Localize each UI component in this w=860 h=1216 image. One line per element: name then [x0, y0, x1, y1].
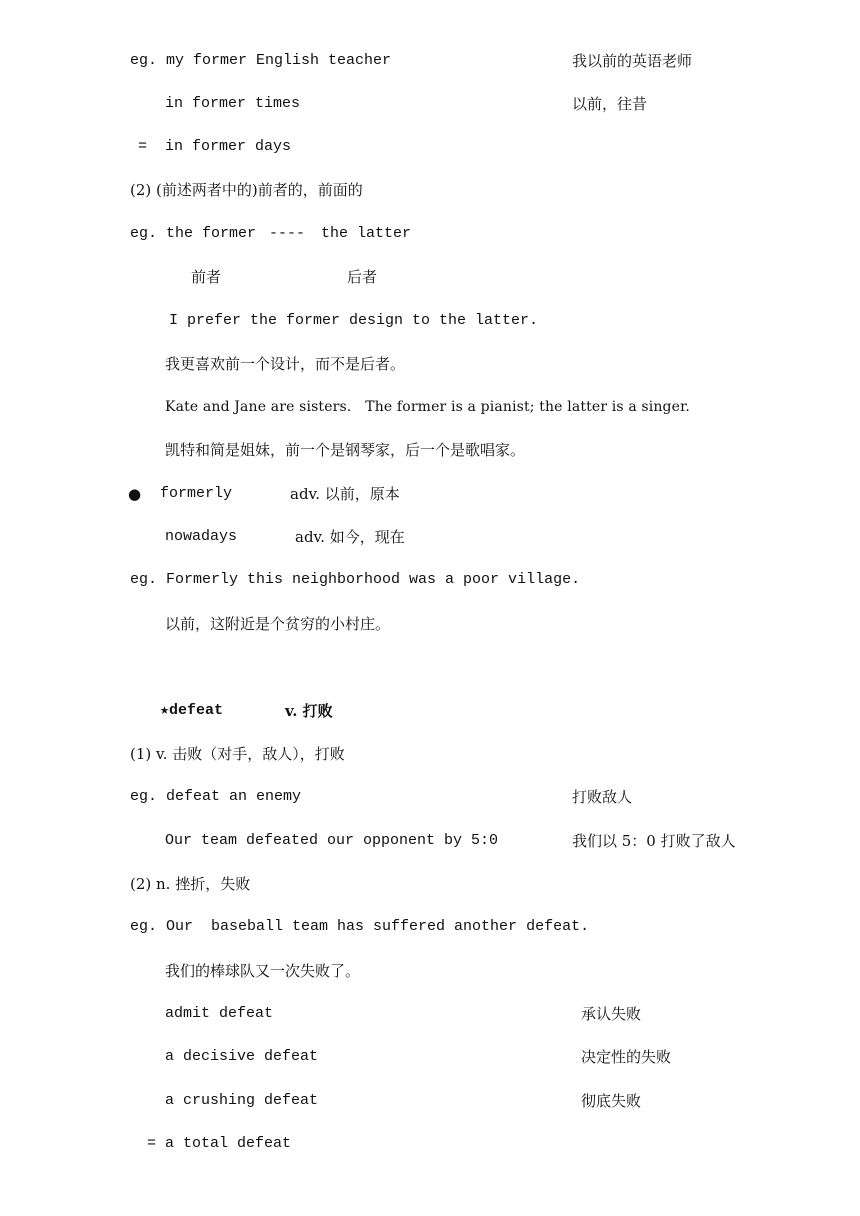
example-sentence-sisters: Kate and Jane are sisters. The former is a pianist; the latter is a singer. [165, 399, 690, 415]
equals-sign: = [138, 138, 148, 155]
translation-decisive-defeat: 决定性的失败 [581, 1048, 672, 1066]
translation-design: 我更喜欢前一个设计，而不是后者。 [165, 355, 406, 373]
example-former-teacher: eg. my former English teacher [130, 52, 392, 69]
dash-separator: ---- [269, 225, 306, 242]
definition-nowadays: adv. 如今，现在 [295, 528, 405, 546]
sense-2-heading: (2) (前述两者中的)前者的，前面的 [130, 181, 363, 199]
example-former-days: in former days [165, 138, 292, 155]
translation-former-teacher: 我以前的英语老师 [572, 52, 693, 70]
translation-defeat-enemy: 打败敌人 [572, 788, 633, 806]
sense-1-heading: (1) v. 击败（对手，敌人），打败 [130, 745, 345, 763]
gloss-latter: 后者 [347, 268, 378, 286]
phrase-decisive-defeat: a decisive defeat [165, 1048, 319, 1065]
word-nowadays: nowadays [165, 528, 238, 545]
translation-admit-defeat: 承认失败 [581, 1005, 642, 1023]
example-the-former: eg. the former [130, 225, 257, 242]
translation-team-defeated: 我们以 5：0 打败了敌人 [572, 832, 736, 850]
translation-formerly: 以前，这附近是个贫穷的小村庄。 [165, 615, 391, 633]
example-the-latter: the latter [321, 225, 412, 242]
example-baseball-team: eg. Our baseball team has suffered another defeat. [130, 918, 590, 935]
translation-baseball-team: 我们的棒球队又一次失败了。 [165, 962, 361, 980]
gloss-former: 前者 [191, 268, 222, 286]
example-formerly: eg. Formerly this neighborhood was a poor village. [130, 571, 581, 588]
phrase-total-defeat: = a total defeat [147, 1135, 292, 1152]
word-formerly: formerly [160, 485, 233, 502]
definition-formerly: adv. 以前，原本 [290, 485, 400, 503]
headword-defeat-definition: v. 打败 [285, 702, 333, 720]
phrase-crushing-defeat: a crushing defeat [165, 1092, 319, 1109]
phrase-admit-defeat: admit defeat [165, 1005, 274, 1022]
bullet-icon: ● [128, 485, 142, 503]
headword-defeat: ★defeat [160, 702, 224, 719]
translation-sisters: 凯特和简是姐妹，前一个是钢琴家，后一个是歌唱家。 [165, 441, 526, 459]
translation-former-times: 以前，往昔 [572, 95, 648, 113]
example-defeat-enemy: eg. defeat an enemy [130, 788, 302, 805]
translation-crushing-defeat: 彻底失败 [581, 1092, 642, 1110]
example-sentence-design: I prefer the former design to the latter. [169, 312, 539, 329]
sense-2-noun-heading: (2) n. 挫折，失败 [130, 875, 251, 893]
example-team-defeated: Our team defeated our opponent by 5:0 [165, 832, 499, 849]
example-former-times: in former times [165, 95, 301, 112]
